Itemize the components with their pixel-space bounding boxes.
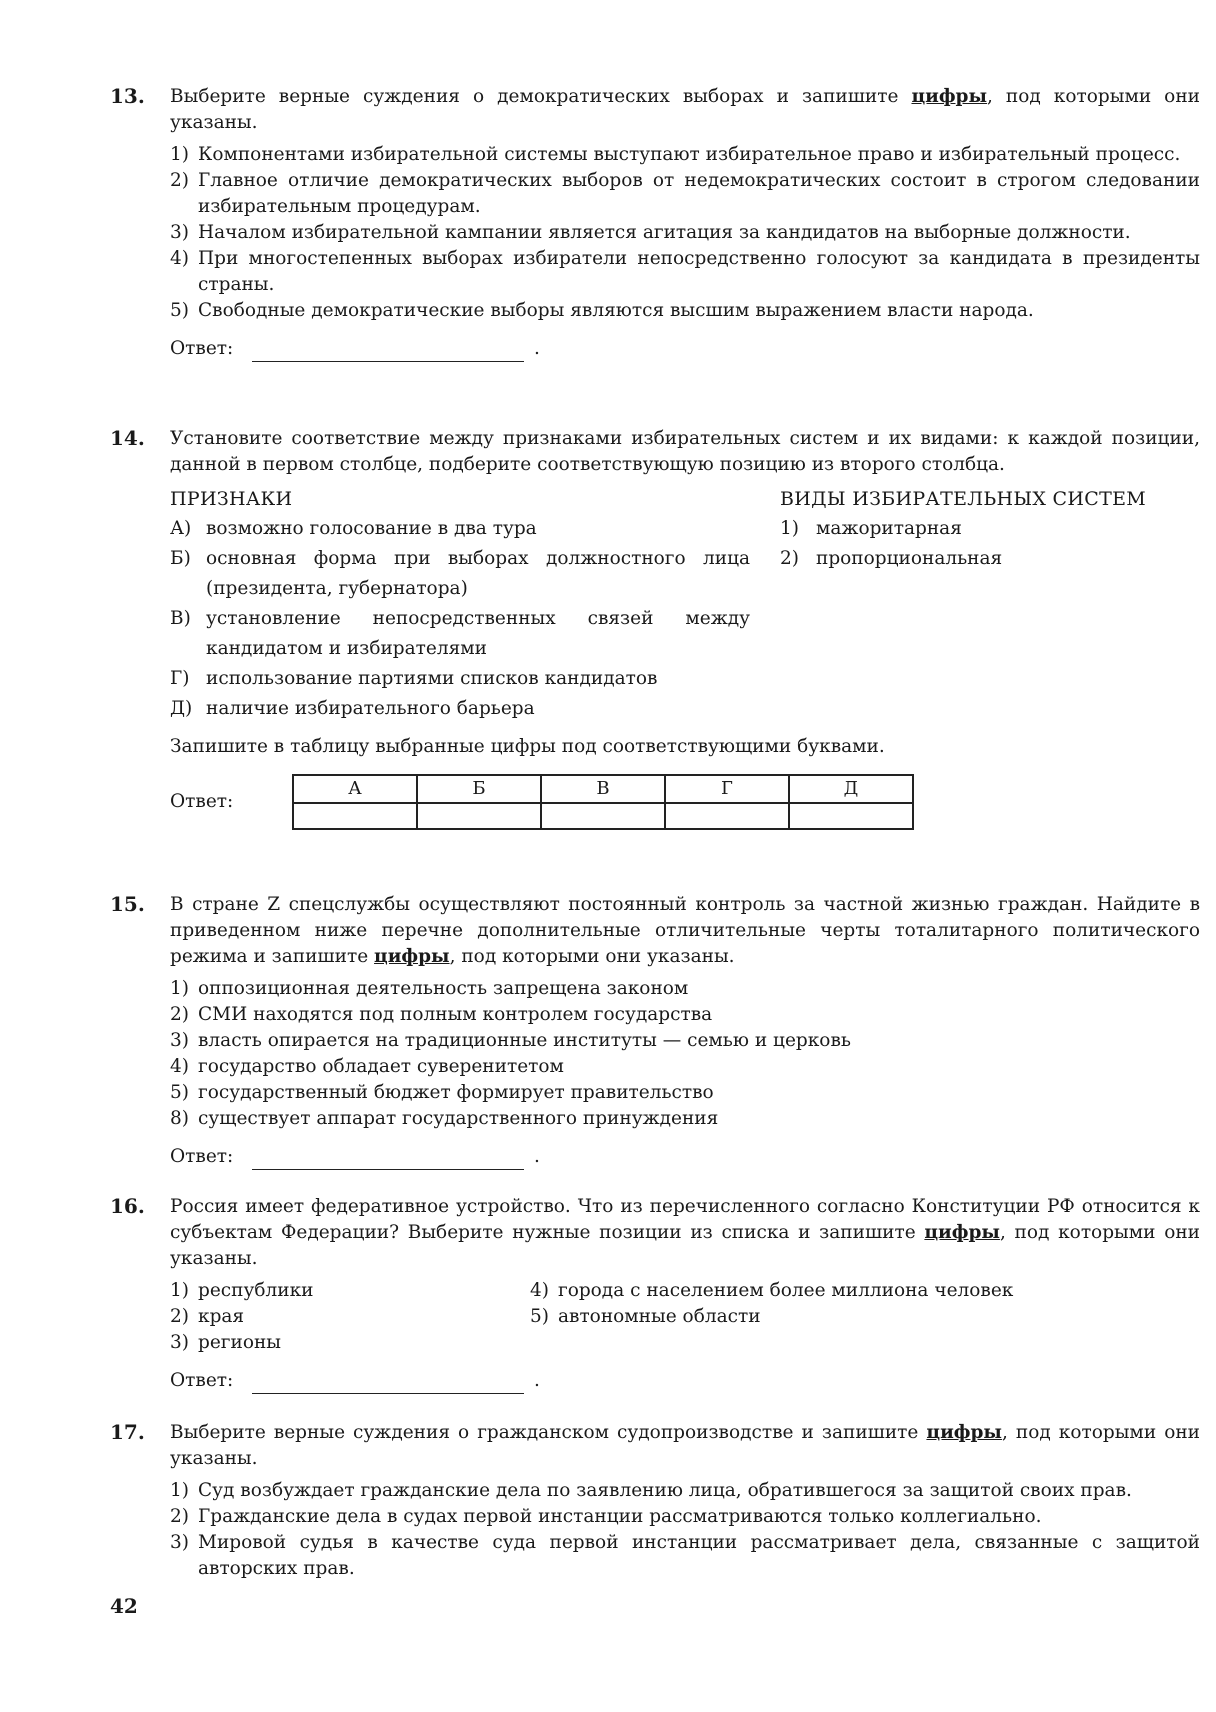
option-item: 5) Свободные демократические выборы являются высшим выражением власти народа. [170, 300, 1034, 321]
option-item: 2) Главное отличие демократических выборов от недемократических состоит в строгом следовании избирательным процедурам. [170, 170, 1200, 217]
systems-column [780, 486, 1146, 724]
option-item: 5) автономные области [530, 1306, 761, 1327]
system-item: 2) пропорциональная [780, 548, 1003, 569]
option-item: 3) Мировой судья в качестве суда первой инстанции рассматривает дела, связанные с защитой авторских прав. [170, 1532, 1200, 1579]
question-stem: Россия имеет федеративное устройство. Что из перечисленного согласно Конституции РФ относится к субъектам Федерации? Выберите нужные позиции из списка и запишите цифры, под которыми они указаны. [170, 1196, 1200, 1269]
answer-table-header: В [541, 775, 665, 803]
question-stem: Выберите верные суждения о демократических выборах и запишите цифры, под которыми они указаны. [170, 86, 1200, 133]
answer-line[interactable] [252, 1373, 524, 1394]
answer-row: Ответ: . [170, 1144, 1200, 1170]
question-17 [110, 1420, 1210, 1582]
option-item: 4) При многостепенных выборах избиратели непосредственно голосуют за кандидата в президенты страны. [170, 248, 1200, 295]
answer-label: Ответ: [170, 1370, 234, 1391]
option-item: 4) государство обладает суверенитетом [170, 1056, 564, 1077]
column-title: ПРИЗНАКИ [170, 488, 293, 510]
answer-row [170, 774, 1200, 830]
answer-table-header: Б [417, 775, 541, 803]
question-stem: Установите соответствие между признаками избирательных систем и их видами: к каждой позиции, данной в первом столбце, подберите соответствующую позицию из второго столбца. [170, 428, 1200, 475]
answer-table-header: Г [665, 775, 789, 803]
answer-line[interactable] [252, 341, 524, 362]
option-item: 3) регионы [170, 1332, 282, 1353]
question-15 [110, 892, 1210, 1170]
question-number: 14. [110, 426, 145, 450]
answer-table [292, 774, 914, 830]
options-list [170, 142, 1200, 324]
option-item: 1) оппозиционная деятельность запрещена законом [170, 978, 689, 999]
feature-item: В) установление непосредственных связей между кандидатом и избирателями [170, 608, 750, 659]
option-item: 3) власть опирается на традиционные институты — семью и церковь [170, 1030, 851, 1051]
column-title: ВИДЫ ИЗБИРАТЕЛЬНЫХ СИСТЕМ [780, 488, 1146, 510]
question-stem: Выберите верные суждения о гражданском судопроизводстве и запишите цифры, под которыми они указаны. [170, 1422, 1200, 1469]
question-number: 13. [110, 84, 145, 108]
option-item: 1) республики [170, 1280, 314, 1301]
question-number: 16. [110, 1194, 145, 1218]
question-number: 17. [110, 1420, 145, 1444]
question-stem: В стране Z спецслужбы осуществляют постоянный контроль за частной жизнью граждан. Найдите в приведенном ниже перечне дополнительные отличительные черты тоталитарного политического режима и запишите цифры, под которыми они указаны. [170, 894, 1200, 967]
system-item: 1) мажоритарная [780, 518, 962, 539]
option-item: 1) Компонентами избирательной системы выступают избирательное право и избирательный процесс. [170, 144, 1181, 165]
answer-row: Ответ: . [170, 1368, 1200, 1394]
option-item: 2) края [170, 1306, 245, 1327]
answer-table-header: А [293, 775, 417, 803]
question-16 [110, 1194, 1210, 1394]
feature-item: Г) использование партиями списков кандидатов [170, 668, 658, 689]
answer-label: Ответ: [170, 1146, 234, 1167]
answer-line[interactable] [252, 1149, 524, 1170]
options-list [170, 1478, 1200, 1582]
feature-item: А) возможно голосование в два тура [170, 518, 537, 539]
question-13 [110, 84, 1210, 362]
answer-cell[interactable] [789, 803, 913, 829]
question-14 [110, 426, 1210, 830]
options-list [170, 1278, 1200, 1356]
option-item: 2) СМИ находятся под полным контролем государства [170, 1004, 713, 1025]
option-item: 2) Гражданские дела в судах первой инстанции рассматриваются только коллегиально. [170, 1506, 1042, 1527]
page-number: 42 [110, 1594, 138, 1618]
answer-cell[interactable] [293, 803, 417, 829]
feature-item: Д) наличие избирательного барьера [170, 698, 535, 719]
table-instruction: Запишите в таблицу выбранные цифры под соответствующими буквами. [170, 736, 885, 757]
option-item: 4) города с населением более миллиона человек [530, 1280, 1014, 1301]
question-number: 15. [110, 892, 145, 916]
answer-cell[interactable] [541, 803, 665, 829]
feature-item: Б) основная форма при выборах должностного лица (президента, губернатора) [170, 548, 750, 599]
answer-label: Ответ: [170, 791, 234, 812]
options-list [170, 976, 1200, 1132]
option-item: 3) Началом избирательной кампании является агитация за кандидатов на выборные должности. [170, 222, 1131, 243]
answer-label: Ответ: [170, 338, 234, 359]
answer-table-header: Д [789, 775, 913, 803]
option-item: 5) государственный бюджет формирует правительство [170, 1082, 714, 1103]
features-column [170, 486, 750, 724]
answer-row: Ответ: . [170, 336, 1200, 362]
option-item: 1) Суд возбуждает гражданские дела по заявлению лица, обратившегося за защитой своих прав. [170, 1480, 1132, 1501]
option-item: 8) существует аппарат государственного принуждения [170, 1108, 719, 1129]
answer-cell[interactable] [665, 803, 789, 829]
answer-cell[interactable] [417, 803, 541, 829]
